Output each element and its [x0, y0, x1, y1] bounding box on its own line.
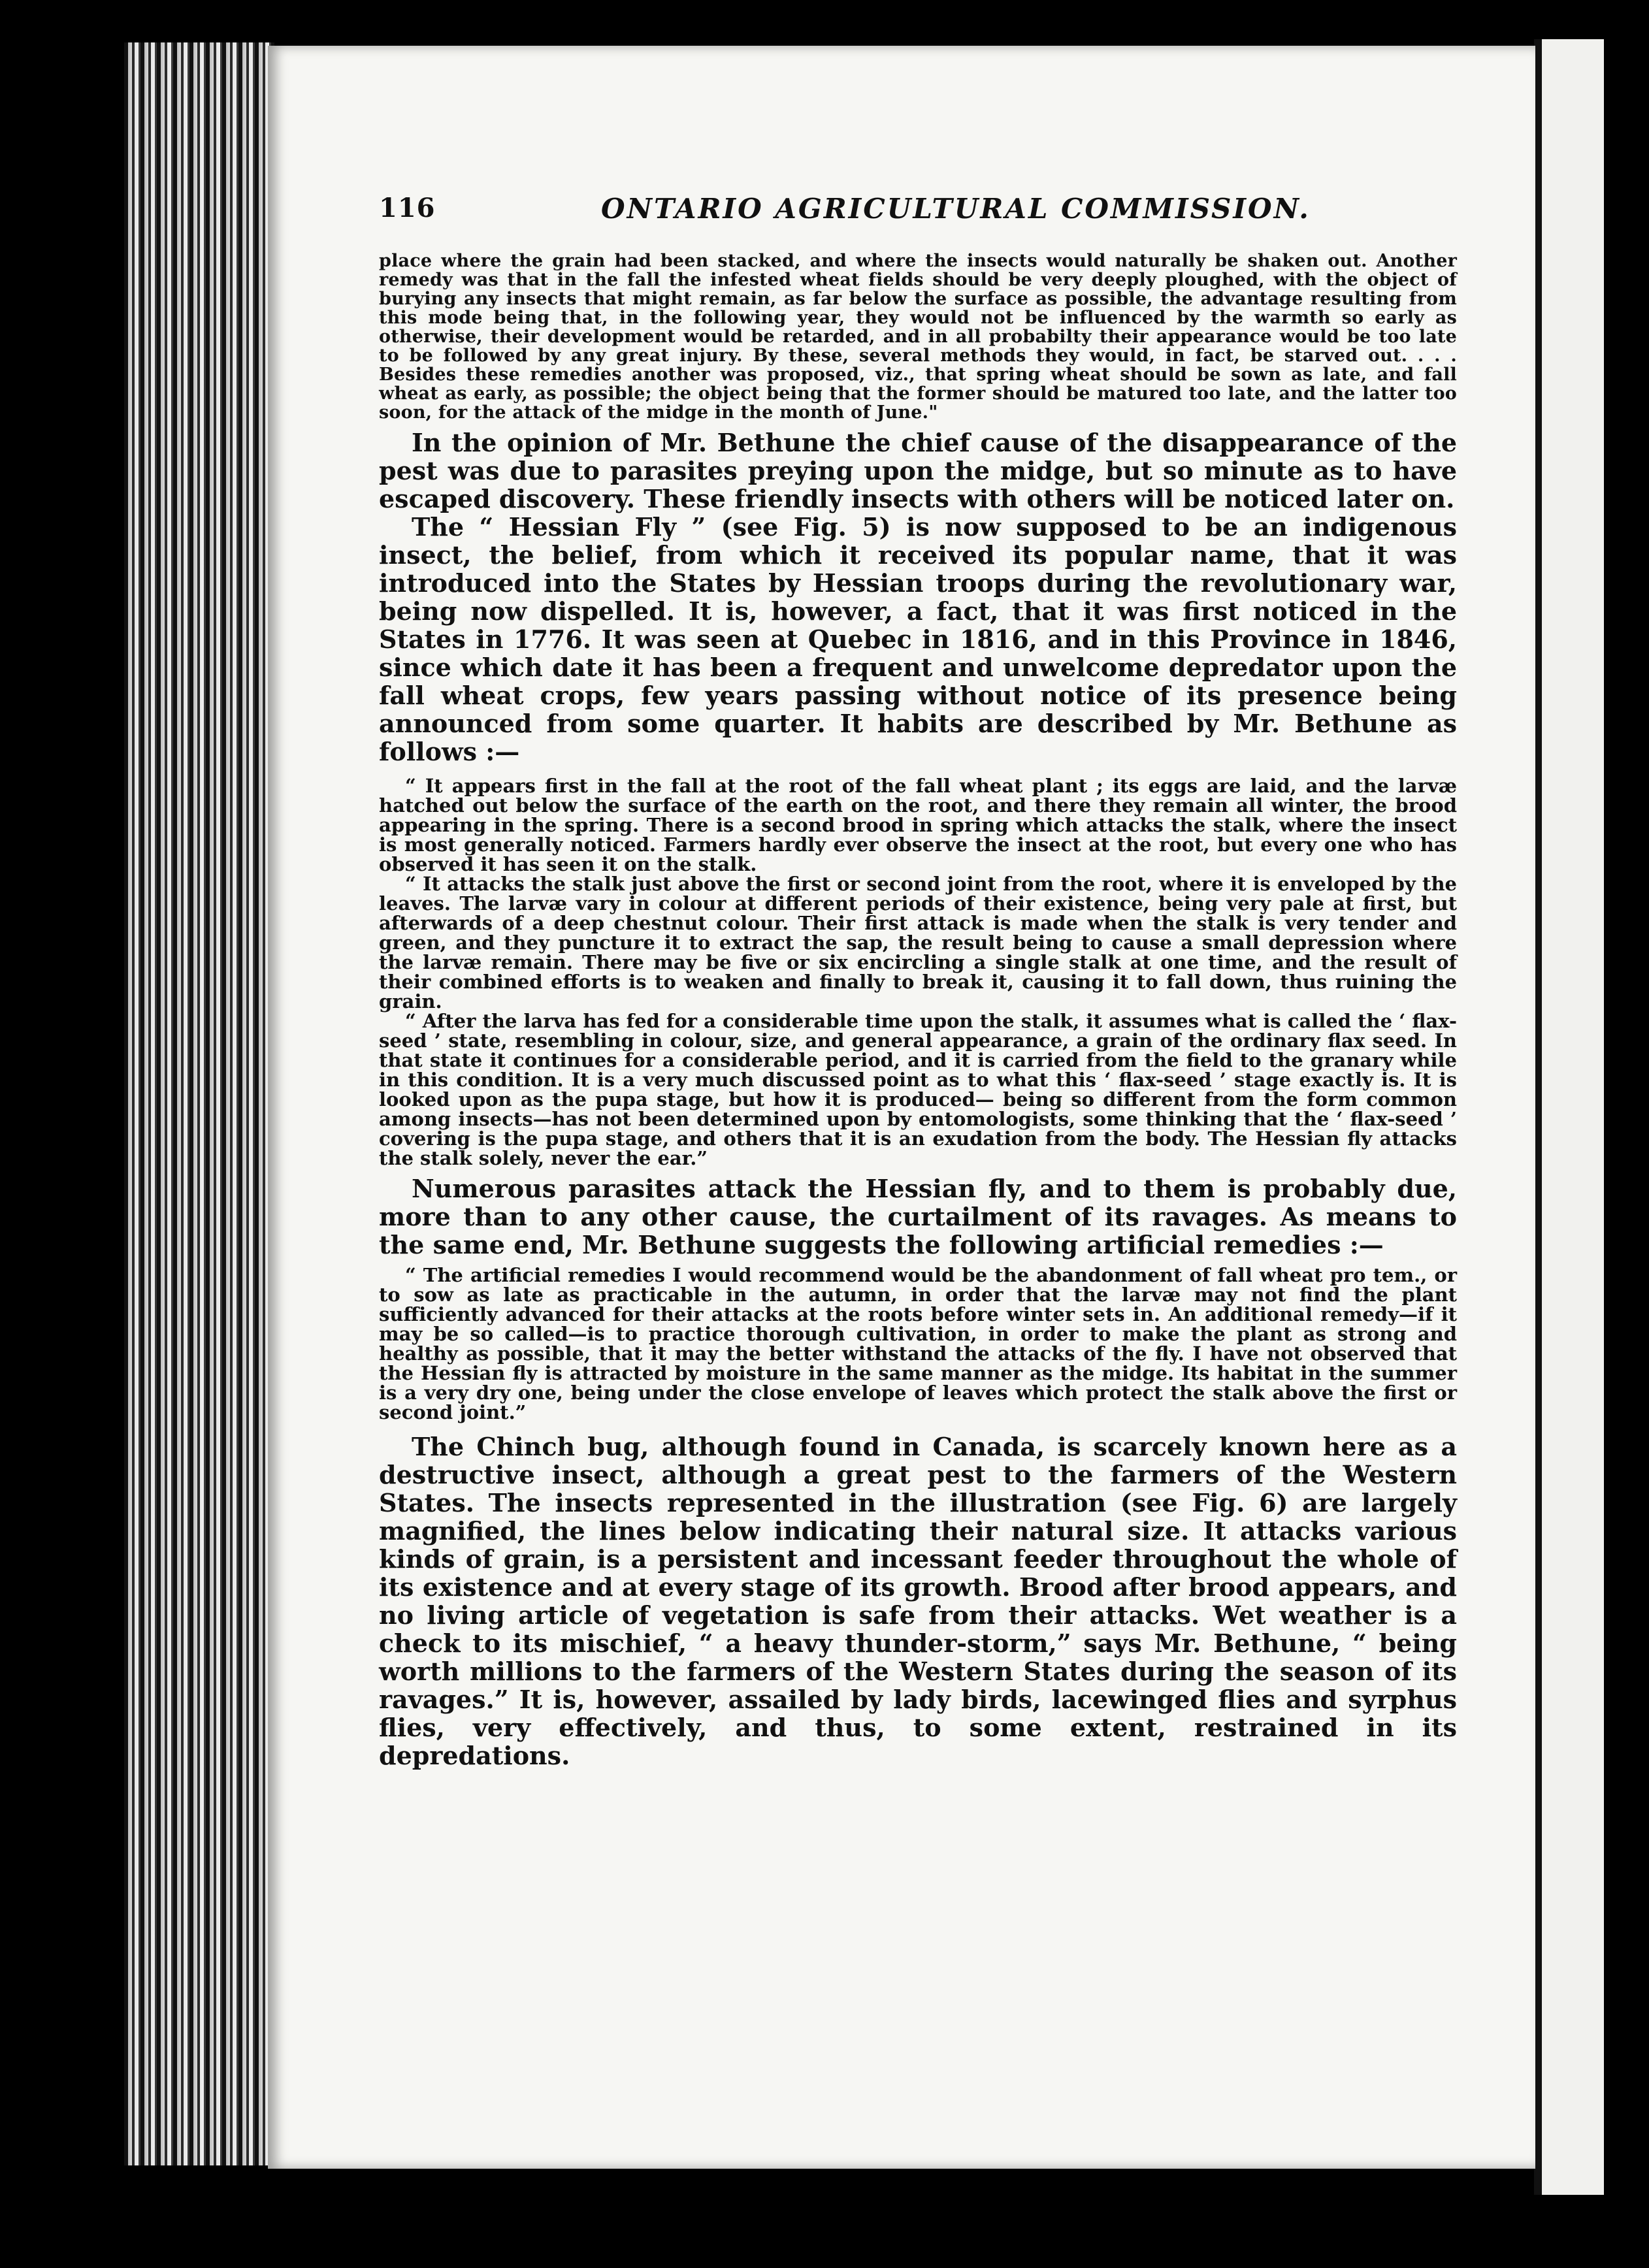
- quote-flax-seed: “ After the larva has fed for a considerable time upon the stalk, it assumes what is called the ‘ flax-seed ’ state, resembling in colour, size, and general appearance, a grain of the ordinary flax seed. In that state it continues for a considerable period, and it is carried from the field to the granary while in this condition. It is a very much discussed point as to what this ‘ flax-seed ’ stage exactly is. It is looked upon as the pupa stage, but how it is produced— being so different from the form common among insects—has not been determined upon by entomologists, some thinking that the ‘ flax-seed ’ covering is the pupa stage, and others that it is an exudation from the body. The Hessian fly attacks the stalk solely, never the ear.”: [379, 1010, 1458, 1169]
- facing-page-edge: [1542, 39, 1604, 2195]
- page-number: 116: [379, 193, 436, 223]
- paragraph-hessian-fly: The “ Hessian Fly ” (see Fig. 5) is now supposed to be an indigenous insect, the belief, from which it received its popular name, that it was introduced into the States by Hessian troops during the revolutionary war, being now dispelled. It is, however, a fact, that it was first noticed in the States in 1776. It was seen at Quebec in 1816, and in this Province in 1846, since which date it has been a frequent and unwelcome depredator upon the fall wheat crops, few years passing without notice of its presence being announced from some quarter. It habits are described by Mr. Bethune as follows :—: [379, 512, 1457, 766]
- book-page-edges: [124, 42, 274, 2165]
- scanned-page: [268, 46, 1535, 2169]
- page-content: [379, 193, 1457, 1770]
- paragraph-chinch-bug: The Chinch bug, although found in Canada, is scarcely known here as a destructive insect, although a great pest to the farmers of the Western States. The insects represented in the illustration (see Fig. 6) are largely magnified, the lines below indicating their natural size. It attacks various kinds of grain, is a persistent and incessant feeder throughout the whole of its existence and at every stage of its growth. Brood after brood appears, and no living article of vegetation is safe from their attacks. Wet weather is a check to its mischief, “ a heavy thunder-storm,” says Mr. Bethune, “ being worth millions to the farmers of the Western States during the season of its ravages.” It is, however, assailed by lady birds, lacewinged flies and syrphus flies, very effectively, and thus, to some extent, restrained in its depredations.: [379, 1432, 1457, 1770]
- running-title: ONTARIO AGRICULTURAL COMMISSION.: [601, 193, 1311, 225]
- paragraph-bethune-opinion: In the opinion of Mr. Bethune the chief cause of the disappearance of the pest was due to parasites preying upon the midge, but so minute as to have escaped discovery. These friendly insects with others will be noticed later on.: [379, 428, 1457, 513]
- quote-artificial-remedies: “ The artificial remedies I would recommend would be the abandonment of fall wheat pro tem., or to sow as late as practicable in the autumn, in order that the larvæ may not find the plant sufficiently advanced for their attacks at the roots before winter sets in. An additional remedy—if it may be so called—is to practice thorough cultivation, in order to make the plant as strong and healthy as possible, that it may the better withstand the attacks of the fly. I have not observed that the Hessian fly is attracted by moisture in the same manner as the midge. Its habitat in the summer is a very dry one, being under the close envelope of leaves which protect the stalk above the first or second joint.”: [379, 1264, 1457, 1423]
- quote-appears-first: “ It appears first in the fall at the root of the fall wheat plant ; its eggs are laid, and the larvæ hatched out below the surface of the earth on the root, and there they remain all winter, the brood appearing in the spring. There is a second brood in spring which attacks the stalk, where the insect is most generally noticed. Farmers hardly ever observe the insect at the root, but every one who has observed it has seen it on the stalk.: [379, 775, 1457, 875]
- paragraph-continuation: place where the grain had been stacked, and where the insects would naturally be shaken out. Another remedy was that in the fall the infested wheat fields should be very deeply ploughed, with the object of burying any insects that might remain, as far below the surface as possible, the advantage resulting from this mode being that, in the following year, they would not be influenced by the warmth so early as otherwise, their development would be retarded, and in all probabilty their appearance would be too late to be followed by any great injury. By these, several methods they would, in fact, be starved out. . . . Besides these remedies another was proposed, viz., that spring wheat should be sown as late, and fall wheat as early, as possible; the object being that the former should be matured too late, and the latter too soon, for the attack of the midge in the month of June.": [379, 251, 1457, 423]
- quote-attacks-stalk: “ It attacks the stalk just above the first or second joint from the root, where it is enveloped by the leaves. The larvæ vary in colour at different periods of their existence, being very pale at first, but afterwards of a deep chestnut colour. Their first attack is made when the stalk is very tender and green, and they puncture it to extract the sap, the result being to cause a small depression where the larvæ remain. There may be five or six encircling a single stalk at one time, and the result of their combined efforts is to weaken and finally to break it, causing it to fall down, thus ruining the grain.: [379, 873, 1457, 1012]
- page-header: [379, 193, 1457, 251]
- paragraph-parasites: Numerous parasites attack the Hessian fly, and to them is probably due, more than to any other cause, the curtailment of its ravages. As means to the same end, Mr. Bethune suggests the following artificial remedies :—: [379, 1174, 1457, 1259]
